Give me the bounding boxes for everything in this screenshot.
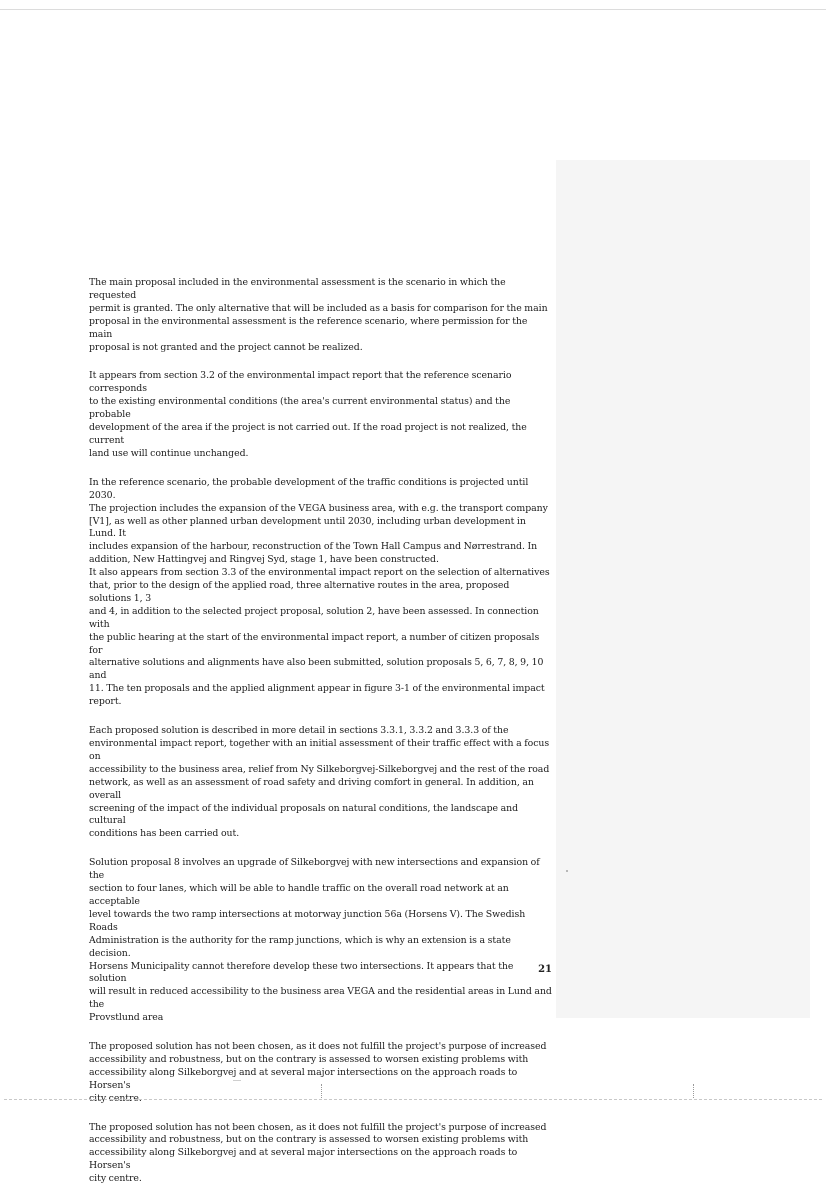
scan-mark [321, 1084, 323, 1098]
paragraph-main-proposal: The main proposal included in the environmental assessment is the scenario in which the requested permit is granted. The only alternative that will be included as a basis for comparison for the main proposal in the environmental assessment is the reference scenario, where permission for the main proposal is not granted and the project cannot be realized. [89, 277, 548, 353]
paragraph-traffic-projection: In the reference scenario, the probable development of the traffic conditions is projected until 2030. The projection includes the expansion of the VEGA business area, with e.g. the transport company [V1], as well as other planned urban development until 2030, including urban development in Lund. It includes expansion of the harbour, reconstruction of the Town Hall Campus and Nørrestrand. In addition, New Hattingvej and Ringvej Syd, stage 1, have been constructed. [89, 476, 548, 566]
scan-edge-line [4, 1099, 822, 1100]
page-number: 21 [538, 964, 552, 975]
paragraph-alternatives: It also appears from section 3.3 of the environmental impact report on the selection of alternatives that, prior to the design of the applied road, three alternative routes in the area, proposed solutions 1, 3 and 4, in addition to the selected project proposal, solution 2, have been assessed. In connection with the public hearing at the start of the environmental impact report, a number of citizen proposals for alternative solutions and alignments have also been submitted, solution proposals 5, 6, 7, 8, 9, 10 and 11. The ten proposals and the applied alignment appear in figure 3-1 of the environmental impact report. [89, 567, 550, 708]
top-rule [0, 9, 826, 10]
scan-speck [566, 870, 568, 872]
paragraph-reference-scenario: It appears from section 3.2 of the environmental impact report that the reference scenario corresponds to the existing environmental conditions (the area's current environmental status) and the probable development of the area if the project is not carried out. If the road project is not realized, the current land use will continue unchanged. [89, 370, 527, 459]
scan-speck [233, 1080, 241, 1081]
body-text [89, 277, 552, 1202]
scan-mark [693, 1084, 695, 1098]
paragraph-not-chosen-2: The proposed solution has not been chosen, as it does not fulfill the project's purpose of increased accessibility and robustness, but on the contrary is assessed to worsen existing problems with accessibility along Silkeborgvej and at several major intersections on the approach roads to Horsen's city centre. [89, 1121, 547, 1185]
scan-shade [556, 160, 810, 1018]
scan-edge-noise [0, 1095, 826, 1105]
paragraph-not-chosen-1: The proposed solution has not been chosen, as it does not fulfill the project's purpose of increased accessibility and robustness, but on the contrary is assessed to worsen existing problems with accessibility along Silkeborgvej and at several major intersections on the approach roads to Horsen's city centre. [89, 1041, 547, 1104]
paragraph-solution-descriptions: Each proposed solution is described in more detail in sections 3.3.1, 3.3.2 and 3.3.3 of the environmental impact report, together with an initial assessment of their traffic effect with a focus on accessibility to the business area, relief from Ny Silkeborgvej-Silkeborgvej and the rest of the road network, as well as an assessment of road safety and driving comfort in general. In addition, an overall screening of the impact of the individual proposals on natural conditions, the landscape and cultural conditions has been carried out. [89, 725, 550, 840]
paragraph-solution-8: Solution proposal 8 involves an upgrade of Silkeborgvej with new intersections and expansion of the section to four lanes, which will be able to handle traffic on the overall road network at an acceptable level towards the two ramp intersections at motorway junction 56a (Horsens V). The Swedish Roads Administration is the authority for the ramp junctions, which is why an extension is a state decision. Horsens Municipality cannot therefore develop these two intersections. It appears that the solution will result in reduced accessibility to the business area VEGA and the residential areas in Lund and the Provstlund area [89, 857, 552, 1024]
